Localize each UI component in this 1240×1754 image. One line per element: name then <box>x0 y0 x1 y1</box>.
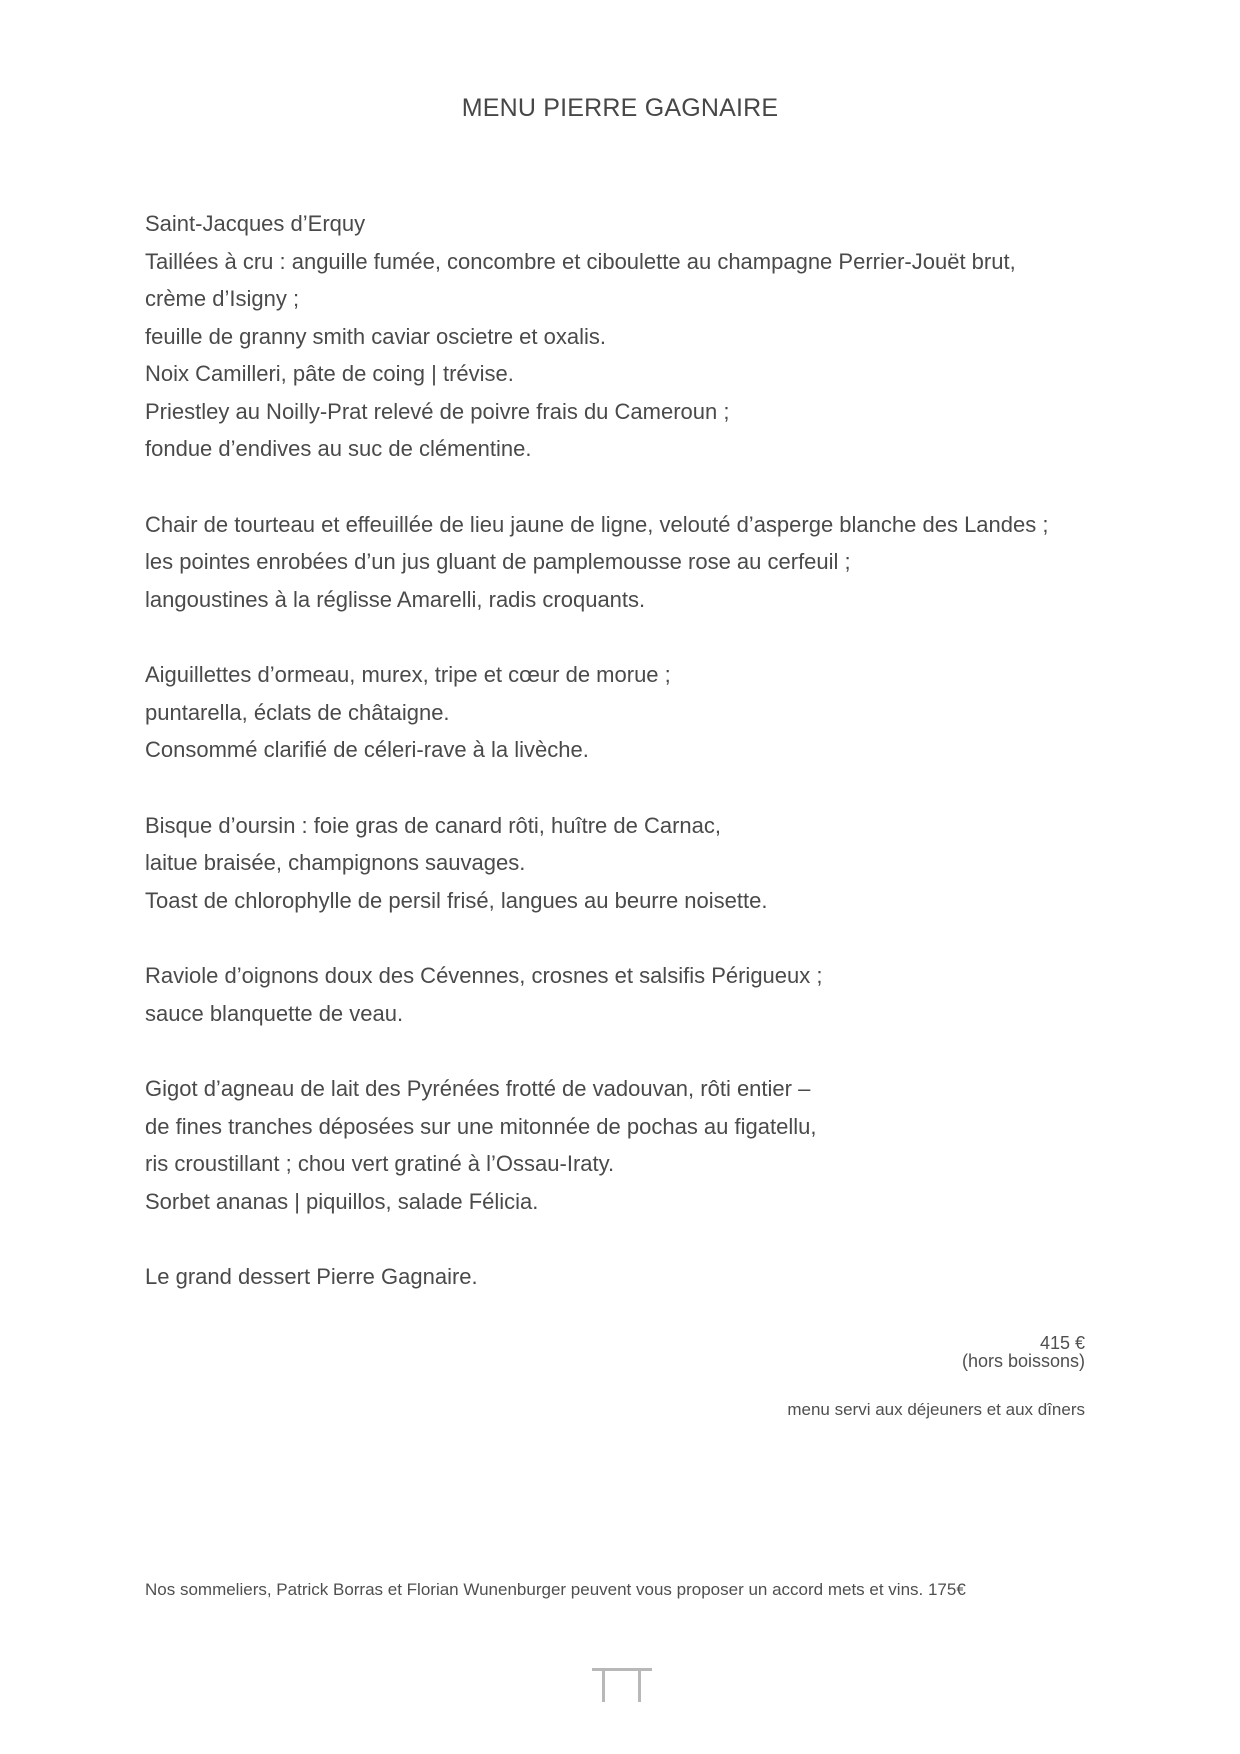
price-note: (hors boissons) <box>961 1351 1085 1371</box>
menu-course <box>145 807 1145 920</box>
menu-course <box>145 1070 1145 1220</box>
course-line: fondue d’endives au suc de clémentine. <box>145 436 532 461</box>
menu-course <box>145 1258 1145 1296</box>
course-line: Chair de tourteau et effeuillée de lieu jaune de ligne, velouté d’asperge blanche des Landes ; <box>145 511 1049 537</box>
course-line: de fines tranches déposées sur une mitonnée de pochas au figatellu, <box>145 1113 817 1139</box>
menu-course <box>145 656 1145 769</box>
course-line: langoustines à la réglisse Amarelli, radis croquants. <box>145 586 646 612</box>
course-line: Taillées à cru : anguille fumée, concombre et ciboulette au champagne Perrier-Jouët brut, <box>145 248 1016 274</box>
course-line: Priestley au Noilly-Prat relevé de poivre frais du Cameroun ; <box>145 398 730 424</box>
course-line: Consommé clarifié de céleri-rave à la livèche. <box>145 737 589 762</box>
service-note: menu servi aux déjeuners et aux dîners <box>787 1400 1085 1419</box>
course-line: ris croustillant ; chou vert gratiné à l’Ossau-Iraty. <box>145 1151 615 1176</box>
menu-body <box>145 205 1145 1334</box>
course-line: Sorbet ananas | piquillos, salade Félicia. <box>145 1188 539 1214</box>
course-line: Raviole d’oignons doux des Cévennes, crosnes et salsifis Périgueux ; <box>145 963 823 988</box>
course-line: laitue braisée, champignons sauvages. <box>145 850 526 875</box>
price-block <box>962 1334 1085 1370</box>
menu-price: 415 € <box>1039 1333 1085 1353</box>
course-line: Saint-Jacques d’Erquy <box>145 211 366 236</box>
menu-title: MENU PIERRE GAGNAIRE <box>461 94 779 122</box>
course-line: sauce blanquette de veau. <box>145 1000 404 1026</box>
course-line: Bisque d’oursin : foie gras de canard rôti, huître de Carnac, <box>145 812 721 838</box>
sommelier-note: Nos sommeliers, Patrick Borras et Florian Wunenburger peuvent vous proposer un accord mets et vins. 175€ <box>145 1580 966 1599</box>
course-line: Gigot d’agneau de lait des Pyrénées frotté de vadouvan, rôti entier – <box>145 1076 811 1101</box>
course-line: puntarella, éclats de châtaigne. <box>145 699 450 725</box>
course-line: Le grand dessert Pierre Gagnaire. <box>145 1264 478 1289</box>
restaurant-logo-icon <box>592 1668 652 1702</box>
menu-course <box>145 506 1145 619</box>
menu-course <box>145 205 1145 468</box>
course-line: Toast de chlorophylle de persil frisé, langues au beurre noisette. <box>145 887 768 913</box>
course-line: les pointes enrobées d’un jus gluant de pamplemousse rose au cerfeuil ; <box>145 549 851 574</box>
course-line: feuille de granny smith caviar oscietre et oxalis. <box>145 323 606 349</box>
course-line: Noix Camilleri, pâte de coing | trévise. <box>145 361 514 386</box>
menu-course <box>145 957 1145 1032</box>
course-line: Aiguillettes d’ormeau, murex, tripe et cœur de morue ; <box>145 662 671 687</box>
course-line: crème d’Isigny ; <box>145 286 300 311</box>
